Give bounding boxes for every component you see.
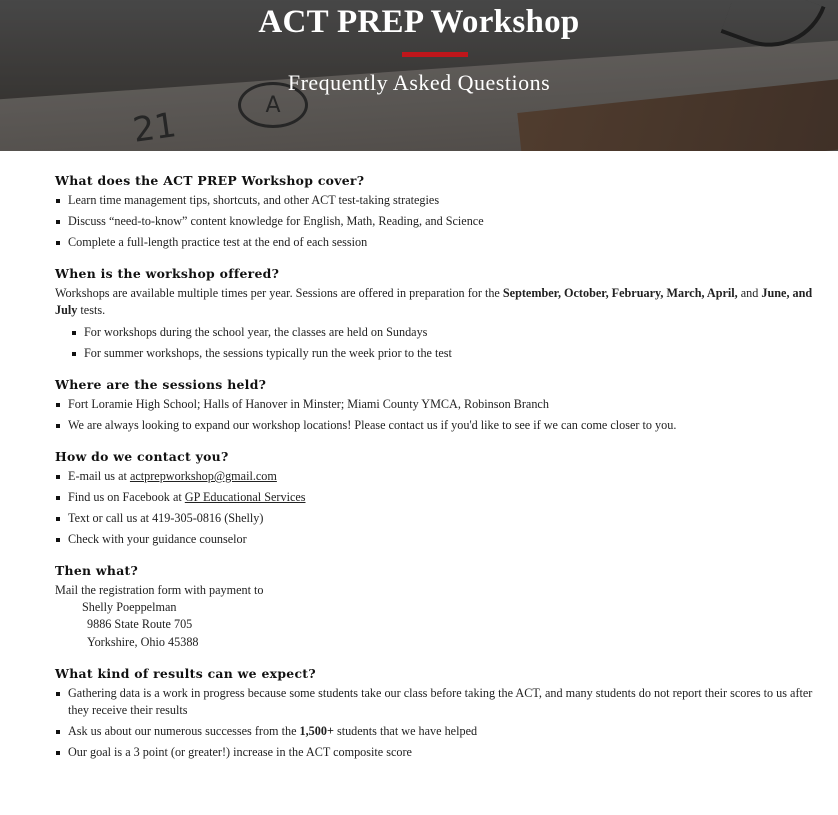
email-link[interactable]: actprepworkshop@gmail.com: [129, 469, 277, 483]
faq-question-contact: How do we contact you?: [55, 449, 229, 464]
list-item: Ask us about our numerous successes from the 1,500+ students that we have helped: [55, 723, 815, 740]
mail-instructions: Mail the registration form with payment to: [55, 583, 264, 597]
coverage-list: [55, 192, 815, 251]
list-item: Check with your guidance counselor: [55, 531, 815, 548]
list-item: Our goal is a 3 point (or greater!) increase in the ACT composite score: [55, 744, 815, 761]
list-item: For workshops during the school year, the classes are held on Sundays: [71, 324, 815, 341]
location-list: [55, 396, 815, 434]
results-list: [55, 685, 815, 761]
faq-question-location: Where are the sessions held?: [55, 377, 267, 392]
title-accent-bar: [402, 52, 468, 57]
facebook-link[interactable]: GP Educational Services: [184, 490, 306, 504]
list-item: Learn time management tips, shortcuts, and other ACT test-taking strategies: [55, 192, 815, 209]
list-item: Find us on Facebook at GP Educational Services: [55, 489, 815, 506]
faq-question-coverage: What does the ACT PREP Workshop cover?: [55, 173, 365, 188]
page-title: ACT PREP Workshop: [258, 4, 580, 40]
faq-content: [55, 172, 815, 765]
list-item: E-mail us at actprepworkshop@gmail.com: [55, 468, 815, 485]
list-item: For summer workshops, the sessions typically run the week prior to the test: [71, 345, 815, 362]
list-item: Complete a full-length practice test at the end of each session: [55, 234, 815, 251]
mailing-street: 9886 State Route 705: [87, 617, 193, 631]
list-item: Gathering data is a work in progress because some students take our class before taking the ACT, and many students do not report their scores to us after they receive their results: [55, 685, 815, 719]
mailing-city: Yorkshire, Ohio 45388: [87, 635, 199, 649]
list-item: Fort Loramie High School; Halls of Hanover in Minster; Miami County YMCA, Robinson Branch: [55, 396, 815, 413]
hero-banner: [0, 0, 838, 151]
faq-question-next-steps: Then what?: [55, 563, 139, 578]
page-subtitle: Frequently Asked Questions: [287, 70, 551, 95]
faq-question-results: What kind of results can we expect?: [55, 666, 316, 681]
schedule-list: [71, 324, 815, 362]
schedule-intro: Workshops are available multiple times per year. Sessions are offered in preparation for the September, October, February, March, April, and June, and July tests.: [55, 286, 813, 317]
mailing-name: Shelly Poeppelman: [82, 600, 177, 614]
list-item: Text or call us at 419-305-0816 (Shelly): [55, 510, 815, 527]
hero-background-number: 21: [130, 105, 179, 151]
contact-list: [55, 468, 815, 548]
hero-background-circled-answer: A: [238, 82, 308, 128]
faq-question-schedule: When is the workshop offered?: [55, 266, 280, 281]
list-item: Discuss “need-to-know” content knowledge for English, Math, Reading, and Science: [55, 213, 815, 230]
list-item: We are always looking to expand our workshop locations! Please contact us if you'd like to see if we can come closer to you.: [55, 417, 815, 434]
